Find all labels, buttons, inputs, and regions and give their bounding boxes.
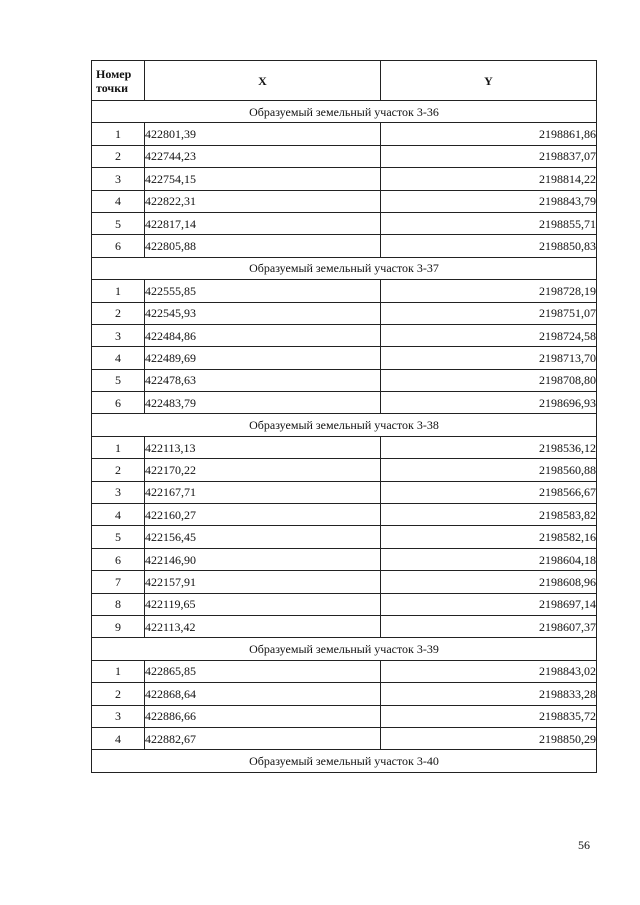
table-row [92,683,597,705]
y-coordinate-cell: 2198607,37 [381,615,597,637]
point-number-cell: 5 [92,369,145,391]
section-title: Образуемый земельный участок 3-40 [92,750,597,772]
y-coordinate-cell: 2198728,19 [381,280,597,302]
x-coordinate-cell: 422170,22 [145,459,381,481]
header-y: Y [381,61,597,101]
y-coordinate-cell: 2198560,88 [381,459,597,481]
header-point-number: Номер точки [92,61,145,101]
y-coordinate-cell: 2198566,67 [381,481,597,503]
table-row [92,504,597,526]
y-coordinate-cell: 2198861,86 [381,123,597,145]
y-coordinate-cell: 2198855,71 [381,212,597,234]
table-row [92,481,597,503]
table-row [92,436,597,458]
table-row [92,392,597,414]
table-row [92,190,597,212]
x-coordinate-cell: 422744,23 [145,145,381,167]
x-coordinate-cell: 422865,85 [145,660,381,682]
table-row [92,235,597,257]
x-coordinate-cell: 422805,88 [145,235,381,257]
x-coordinate-cell: 422483,79 [145,392,381,414]
section-header-row [92,414,597,436]
point-number-cell: 4 [92,190,145,212]
x-coordinate-cell: 422489,69 [145,347,381,369]
x-coordinate-cell: 422167,71 [145,481,381,503]
table-row [92,459,597,481]
table-body [92,101,597,773]
y-coordinate-cell: 2198843,79 [381,190,597,212]
y-coordinate-cell: 2198724,58 [381,324,597,346]
y-coordinate-cell: 2198850,83 [381,235,597,257]
y-coordinate-cell: 2198713,70 [381,347,597,369]
table-row [92,212,597,234]
table-row [92,571,597,593]
section-title: Образуемый земельный участок 3-39 [92,638,597,660]
y-coordinate-cell: 2198708,80 [381,369,597,391]
y-coordinate-cell: 2198835,72 [381,705,597,727]
point-number-cell: 6 [92,392,145,414]
point-number-cell: 4 [92,347,145,369]
point-number-cell: 2 [92,302,145,324]
point-number-cell: 7 [92,571,145,593]
table-row [92,369,597,391]
table-header-row [92,61,597,101]
x-coordinate-cell: 422822,31 [145,190,381,212]
point-number-cell: 5 [92,526,145,548]
y-coordinate-cell: 2198843,02 [381,660,597,682]
section-header-row [92,257,597,279]
table-row [92,168,597,190]
y-coordinate-cell: 2198814,22 [381,168,597,190]
y-coordinate-cell: 2198837,07 [381,145,597,167]
table-row [92,705,597,727]
y-coordinate-cell: 2198582,16 [381,526,597,548]
section-title: Образуемый земельный участок 3-37 [92,257,597,279]
y-coordinate-cell: 2198697,14 [381,593,597,615]
page-number: 56 [578,838,590,852]
point-number-cell: 1 [92,660,145,682]
point-number-cell: 3 [92,168,145,190]
header-x: X [145,61,381,101]
x-coordinate-cell: 422754,15 [145,168,381,190]
x-coordinate-cell: 422113,42 [145,615,381,637]
point-number-cell: 4 [92,504,145,526]
table-row [92,324,597,346]
section-header-row [92,101,597,123]
table-row [92,145,597,167]
y-coordinate-cell: 2198536,12 [381,436,597,458]
section-title: Образуемый земельный участок 3-36 [92,101,597,123]
x-coordinate-cell: 422157,91 [145,571,381,593]
x-coordinate-cell: 422801,39 [145,123,381,145]
point-number-cell: 1 [92,280,145,302]
point-number-cell: 5 [92,212,145,234]
table-row [92,660,597,682]
y-coordinate-cell: 2198833,28 [381,683,597,705]
x-coordinate-cell: 422160,27 [145,504,381,526]
y-coordinate-cell: 2198850,29 [381,727,597,749]
x-coordinate-cell: 422555,85 [145,280,381,302]
point-number-cell: 8 [92,593,145,615]
point-number-cell: 3 [92,481,145,503]
table-row [92,347,597,369]
y-coordinate-cell: 2198608,96 [381,571,597,593]
coordinates-table [91,60,597,773]
point-number-cell: 3 [92,705,145,727]
point-number-cell: 2 [92,683,145,705]
x-coordinate-cell: 422545,93 [145,302,381,324]
y-coordinate-cell: 2198696,93 [381,392,597,414]
point-number-cell: 6 [92,235,145,257]
x-coordinate-cell: 422868,64 [145,683,381,705]
point-number-cell: 1 [92,123,145,145]
section-header-row [92,638,597,660]
table-row [92,615,597,637]
section-title: Образуемый земельный участок 3-38 [92,414,597,436]
x-coordinate-cell: 422113,13 [145,436,381,458]
table-row [92,123,597,145]
point-number-cell: 9 [92,615,145,637]
point-number-cell: 3 [92,324,145,346]
x-coordinate-cell: 422146,90 [145,548,381,570]
y-coordinate-cell: 2198604,18 [381,548,597,570]
point-number-cell: 4 [92,727,145,749]
x-coordinate-cell: 422478,63 [145,369,381,391]
table-row [92,302,597,324]
x-coordinate-cell: 422817,14 [145,212,381,234]
section-header-row [92,750,597,772]
point-number-cell: 2 [92,145,145,167]
x-coordinate-cell: 422484,86 [145,324,381,346]
point-number-cell: 1 [92,436,145,458]
x-coordinate-cell: 422156,45 [145,526,381,548]
table-row [92,727,597,749]
point-number-cell: 6 [92,548,145,570]
table-row [92,593,597,615]
table-row [92,280,597,302]
x-coordinate-cell: 422119,65 [145,593,381,615]
table-row [92,526,597,548]
x-coordinate-cell: 422886,66 [145,705,381,727]
y-coordinate-cell: 2198583,82 [381,504,597,526]
y-coordinate-cell: 2198751,07 [381,302,597,324]
point-number-cell: 2 [92,459,145,481]
x-coordinate-cell: 422882,67 [145,727,381,749]
table-row [92,548,597,570]
